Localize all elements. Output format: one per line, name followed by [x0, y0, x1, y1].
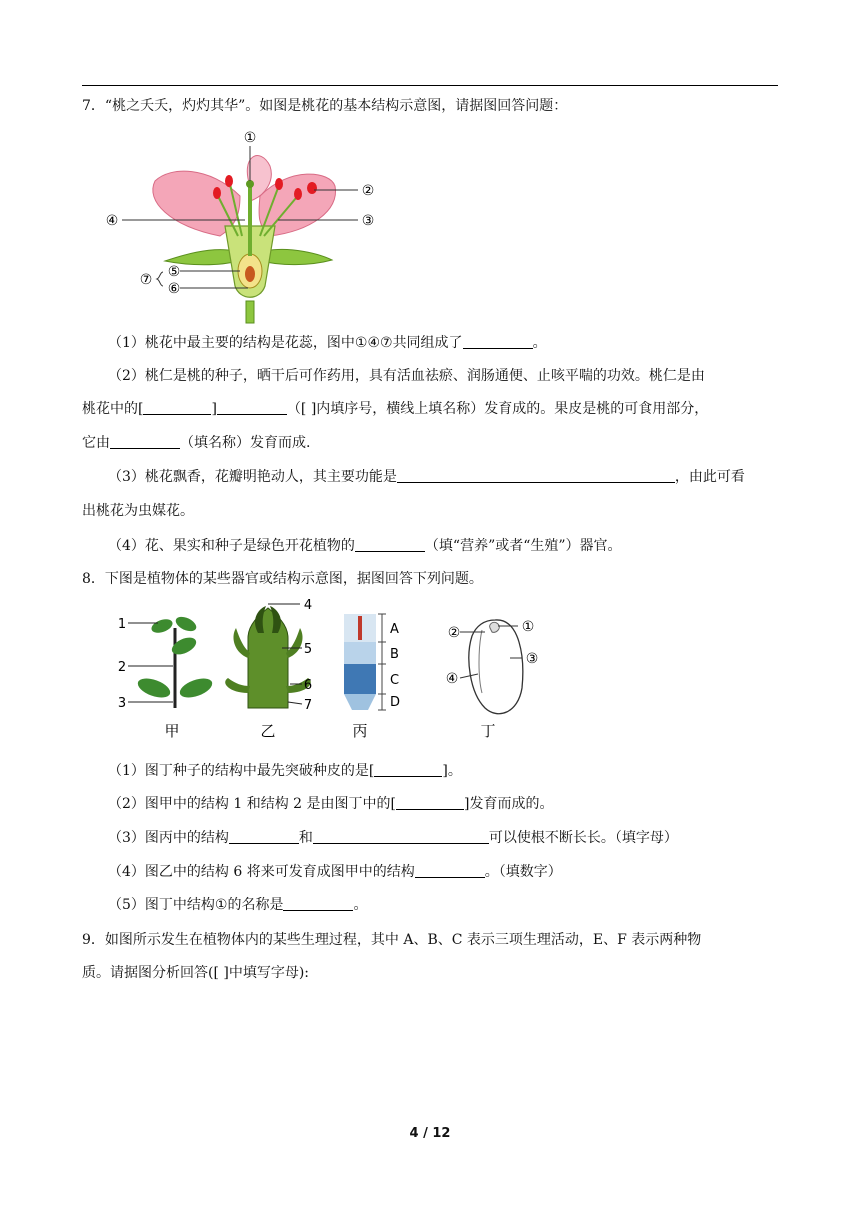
brace: [157, 272, 163, 286]
q7-sub2-line3: 它由 （填名称）发育而成.: [82, 435, 311, 451]
q7-sub3-line2: 出桃花为虫媒花。: [82, 503, 194, 519]
bing-label-d: D: [390, 695, 401, 710]
q8-sub3: （3）图丙中的结构 和 可以使根不断长长。（填字母）: [108, 830, 678, 846]
bing-label-c: C: [390, 673, 400, 688]
q7-sub4: （4）花、果实和种子是绿色开花植物的 （填“营养”或者“生殖”）器官。: [108, 538, 622, 554]
flower-label-2: ②: [361, 183, 375, 199]
flower-label-1: ①: [243, 130, 257, 146]
q8-blank-5[interactable]: [283, 896, 353, 911]
q7-blank-2b[interactable]: [217, 400, 287, 415]
right-sepal: [262, 249, 332, 264]
stigma: [246, 180, 254, 188]
yi-label-5: 5: [303, 642, 313, 657]
left-sepal: [165, 250, 238, 265]
yi-label-4: 4: [303, 598, 313, 613]
q7-blank-2c[interactable]: [110, 434, 180, 449]
ding-label-3: ③: [525, 651, 539, 667]
q8-blank-1[interactable]: [374, 762, 442, 777]
bud-yi: [225, 604, 311, 708]
ding-label-1: ①: [521, 619, 535, 635]
seed-ding: [460, 620, 523, 714]
caption-ding: 丁: [480, 722, 496, 740]
q7-stem: 7．“桃之夭夭，灼灼其华”。如图是桃花的基本结构示意图，请据图回答问题：: [82, 98, 568, 114]
q9-stem-line1: 9．如图所示发生在植物体内的某些生理过程，其中 A、B、C 表示三项生理活动，E、F 表示两种物: [82, 932, 702, 948]
q9-stem-line2: 质。请据图分析回答([ ]中填写字母):: [82, 965, 310, 981]
q7-blank-1[interactable]: [463, 334, 533, 349]
bing-label-a: A: [390, 622, 399, 637]
flower-label-3: ③: [361, 213, 375, 229]
caption-yi: 乙: [260, 722, 276, 740]
q8-sub4: （4）图乙中的结构 6 将来可发育成图甲中的结构 。（填数字）: [108, 864, 562, 880]
q8-stem: 8．下图是植物体的某些器官或结构示意图，据图回答下列问题。: [82, 571, 483, 587]
plant-organs-diagram: [110, 598, 550, 743]
q8-blank-3a[interactable]: [229, 829, 299, 844]
flower-label-7: ⑦: [139, 272, 153, 288]
q8-blank-2[interactable]: [396, 795, 464, 810]
q8-sub1: （1）图丁种子的结构中最先突破种皮的是[ ]。: [108, 763, 462, 779]
yi-label-7: 7: [303, 698, 313, 713]
page-number: 4 / 12: [409, 1126, 451, 1141]
q7-sub3-line1: （3）桃花飘香，花瓣明艳动人，其主要功能是 ，由此可看: [108, 469, 745, 485]
flower-stalk: [246, 301, 254, 323]
yi-label-6: 6: [303, 678, 313, 693]
q7-sub2-line2: 桃花中的[ ] （[ ]内填序号，横线上填名称）发育成的。果皮是桃的可食用部分，: [82, 401, 709, 417]
header-rule: [82, 85, 778, 86]
q8-sub5: （5）图丁中结构①的名称是 。: [108, 897, 368, 913]
seedling-jia: [128, 614, 215, 708]
root-tip-bing: [344, 614, 386, 710]
q7-sub2-line1: （2）桃仁是桃的种子，晒干后可作药用，具有活血祛瘀、润肠通便、止咳平喘的功效。桃仁是由: [108, 368, 705, 384]
q8-blank-3b[interactable]: [313, 829, 489, 844]
caption-jia: 甲: [164, 722, 180, 740]
caption-bing: 丙: [352, 722, 368, 740]
bing-label-b: B: [390, 647, 399, 662]
q8-sub2: （2）图甲中的结构 1 和结构 2 是由图丁中的[ ]发育而成的。: [108, 796, 554, 812]
q7-blank-2a[interactable]: [143, 400, 211, 415]
q8-blank-4[interactable]: [415, 863, 485, 878]
style: [248, 186, 252, 256]
jia-label-1: 1: [117, 617, 127, 632]
flower-label-5: ⑤: [167, 264, 181, 280]
q7-blank-3[interactable]: [397, 468, 675, 483]
q7-blank-4[interactable]: [355, 537, 425, 552]
ovule: [245, 266, 255, 282]
ding-label-2: ②: [447, 625, 461, 641]
flower-label-4: ④: [105, 213, 119, 229]
jia-label-3: 3: [117, 696, 127, 711]
peach-flower-diagram: [100, 126, 400, 332]
flower-label-6: ⑥: [167, 281, 181, 297]
ding-label-4: ④: [445, 671, 459, 687]
jia-label-2: 2: [117, 660, 127, 675]
q7-sub1: （1）桃花中最主要的结构是花蕊，图中①④⑦共同组成了 。: [108, 335, 547, 351]
